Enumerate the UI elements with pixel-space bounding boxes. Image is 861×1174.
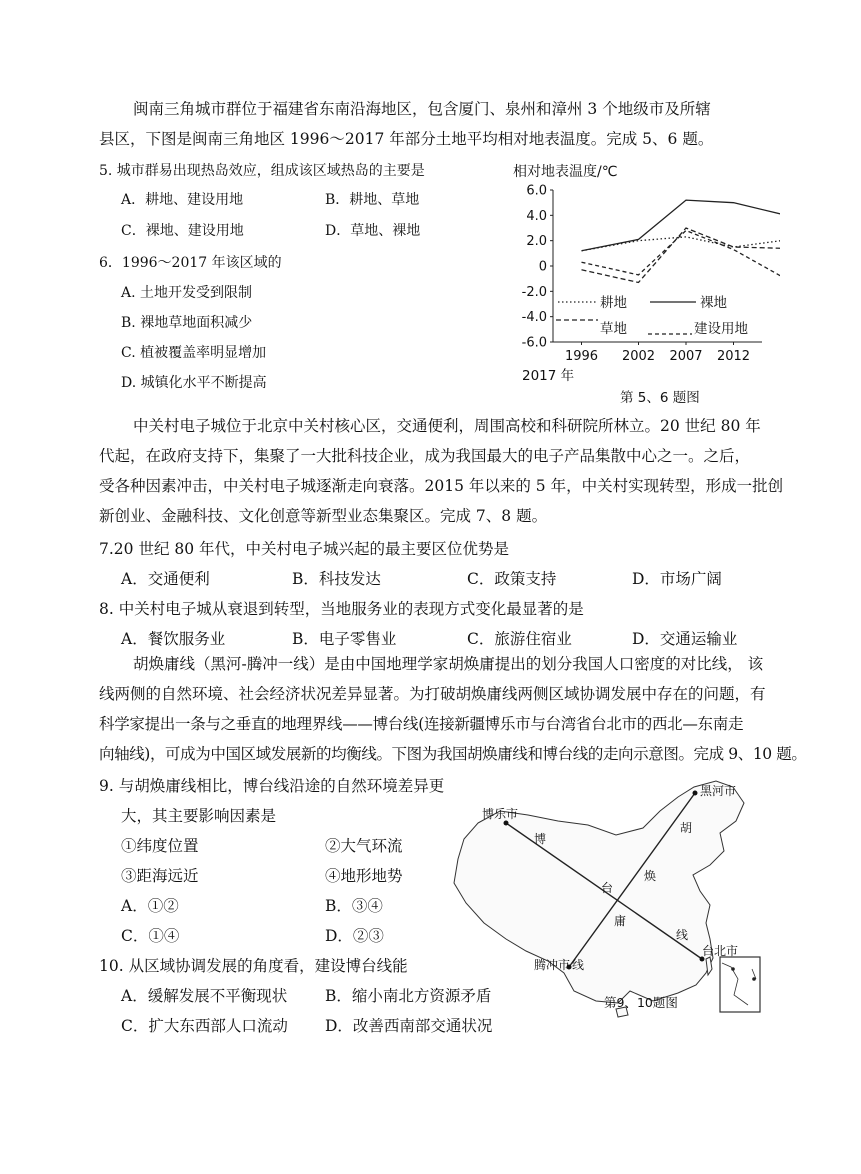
q10-option-b: B．缩小南北方资源矛盾: [325, 987, 492, 1005]
temperature-chart: [480, 158, 780, 408]
chart-x-tick-label: 2002: [621, 349, 656, 364]
china-map: [448, 773, 788, 1023]
q6-option-d: D. 城镇化水平不断提高: [121, 375, 267, 391]
legend-label-ludi: 裸地: [700, 295, 727, 311]
label-taibei: 台北市: [702, 944, 739, 958]
passage3-line1: 胡焕庸线（黑河-腾冲一线）是由中国地理学家胡焕庸提出的划分我国人口密度的对比线， 该: [133, 655, 764, 673]
q9-item-2: ②大气环流: [325, 837, 403, 855]
q8-option-a: A．餐饮服务业: [121, 630, 226, 648]
label-huan: 焕: [644, 869, 657, 883]
chart-y-tick-label: -4.0: [521, 310, 547, 326]
inset-dot-2: [752, 977, 756, 981]
inset-dot-1: [731, 967, 735, 971]
legend-label-caodi: 草地: [600, 321, 627, 337]
q9-item-3: ③距海远近: [121, 867, 199, 885]
bole-dot: [504, 821, 509, 826]
chart-y-tick-label: -6.0: [521, 335, 547, 351]
heihe-dot: [693, 791, 698, 796]
q10-option-c: C．扩大东西部人口流动: [121, 1017, 288, 1035]
q9-item-1: ①纬度位置: [121, 837, 199, 855]
south-china-sea-inset: [720, 957, 760, 1012]
q9-option-a: A．①②: [121, 897, 179, 915]
chart-y-tick-label: -2.0: [521, 284, 547, 300]
chart-series-line-1: [582, 200, 781, 251]
passage3-line3: 科学家提出一条与之垂直的地理界线——博台线(连接新疆博乐市与台湾省台北市的西北—东南走: [99, 715, 744, 733]
label-tai: 台: [601, 881, 614, 895]
q5-option-c: C．裸地、建设用地: [121, 223, 244, 239]
passage2-line1: 中关村电子城位于北京中关村核心区，交通便利，周围高校和科研院所林立。20 世纪 80 年: [133, 417, 761, 435]
q10-stem: 10. 从区域协调发展的角度看，建设博台线能: [99, 957, 408, 975]
label-bole: 博乐市: [482, 807, 519, 821]
q8-option-c: C．旅游住宿业: [467, 630, 572, 648]
q6-option-a: A. 土地开发受到限制: [121, 285, 253, 301]
q10-option-d: D．改善西南部交通状况: [325, 1017, 493, 1035]
chart-y-tick-label: 2.0: [526, 234, 547, 250]
q7-option-b: B．科技发达: [292, 570, 381, 588]
label-tengchong: 腾冲市: [534, 958, 571, 972]
chart-y-tick-label: 4.0: [526, 208, 547, 224]
q8-stem: 8. 中关村电子城从衰退到转型，当地服务业的表现方式变化最显著的是: [99, 600, 584, 618]
q6-option-c: C. 植被覆盖率明显增加: [121, 345, 267, 361]
chart-x-tick-label: 1996: [564, 349, 599, 364]
chart-x-unit: 2017 年: [522, 368, 575, 384]
legend-label-jianshe: 建设用地: [694, 321, 748, 337]
q7-option-d: D．市场广阔: [632, 570, 722, 588]
q5-option-a: A．耕地、建设用地: [121, 192, 244, 208]
passage1-line2: 县区，下图是闽南三角地区 1996～2017 年部分土地平均相对地表温度。完成 5、6 题。: [99, 130, 714, 148]
q10-option-a: A．缓解发展不平衡现状: [121, 987, 288, 1005]
label-heihe: 黑河市: [700, 784, 737, 798]
q7-option-c: C．政策支持: [467, 570, 557, 588]
chart-y-tick-label: 0: [538, 259, 547, 275]
chart-y-tick-label: 6.0: [526, 183, 547, 199]
passage2-line3: 受各种因素冲击，中关村电子城逐渐走向衰落。2015 年以来的 5 年，中关村实现转型，形成一批创: [99, 477, 784, 495]
q8-option-d: D．交通运输业: [632, 630, 738, 648]
passage3-line2: 线两侧的自然环境、社会经济状况差异显著。为打破胡焕庸线两侧区域协调发展中存在的问题，有: [99, 685, 766, 703]
q9-item-4: ④地形地势: [325, 867, 403, 885]
q9-option-d: D．②③: [325, 927, 384, 945]
q6-option-b: B. 裸地草地面积减少: [121, 315, 253, 331]
chart-title: 相对地表温度/℃: [513, 164, 618, 180]
q6-stem: 6．1996～2017 年该区域的: [99, 255, 282, 271]
q7-stem: 7.20 世纪 80 年代，中关村电子城兴起的最主要区位优势是: [99, 540, 510, 558]
passage2-line4: 新创业、金融科技、文化创意等新型业态集聚区。完成 7、8 题。: [99, 507, 548, 525]
q9-stem-line1: 9. 与胡焕庸线相比，博台线沿途的自然环境差异更: [99, 777, 445, 795]
chart-x-tick-label: 2012: [716, 349, 751, 364]
q5-stem: 5. 城市群易出现热岛效应，组成该区域热岛的主要是: [99, 163, 425, 179]
label-yong: 庸: [614, 914, 627, 928]
chart-x-tick-label: 2007: [669, 349, 703, 364]
q9-option-c: C．①④: [121, 927, 180, 945]
legend-label-gengdi: 耕地: [600, 295, 627, 311]
q7-option-a: A．交通便利: [121, 570, 210, 588]
q9-option-b: B．③④: [325, 897, 383, 915]
label-hu: 胡: [680, 821, 693, 835]
map-caption: 第9、10题图: [604, 995, 678, 1010]
passage3-line4: 向轴线)，可成为中国区域发展新的均衡线。下图为我国胡焕庸线和博台线的走向示意图。完成 9、10 题。: [99, 745, 807, 763]
passage1-line1: 闽南三角城市群位于福建省东南沿海地区，包含厦门、泉州和漳州 3 个地级市及所辖: [133, 100, 711, 118]
q8-option-b: B．电子零售业: [292, 630, 397, 648]
label-xian-hu: 线: [572, 958, 585, 972]
label-bo: 博: [534, 832, 547, 846]
chart-series-line-0: [582, 237, 781, 251]
q5-option-d: D．草地、裸地: [325, 223, 421, 239]
passage2-line2: 代起，在政府支持下，集聚了一大批科技企业，成为我国最大的电子产品集散中心之一。之后，: [99, 447, 751, 465]
label-xian-bo: 线: [676, 928, 689, 942]
chart-caption: 第 5、6 题图: [620, 390, 700, 406]
q5-option-b: B．耕地、草地: [325, 192, 420, 208]
q9-stem-line2: 大，其主要影响因素是: [121, 807, 277, 825]
